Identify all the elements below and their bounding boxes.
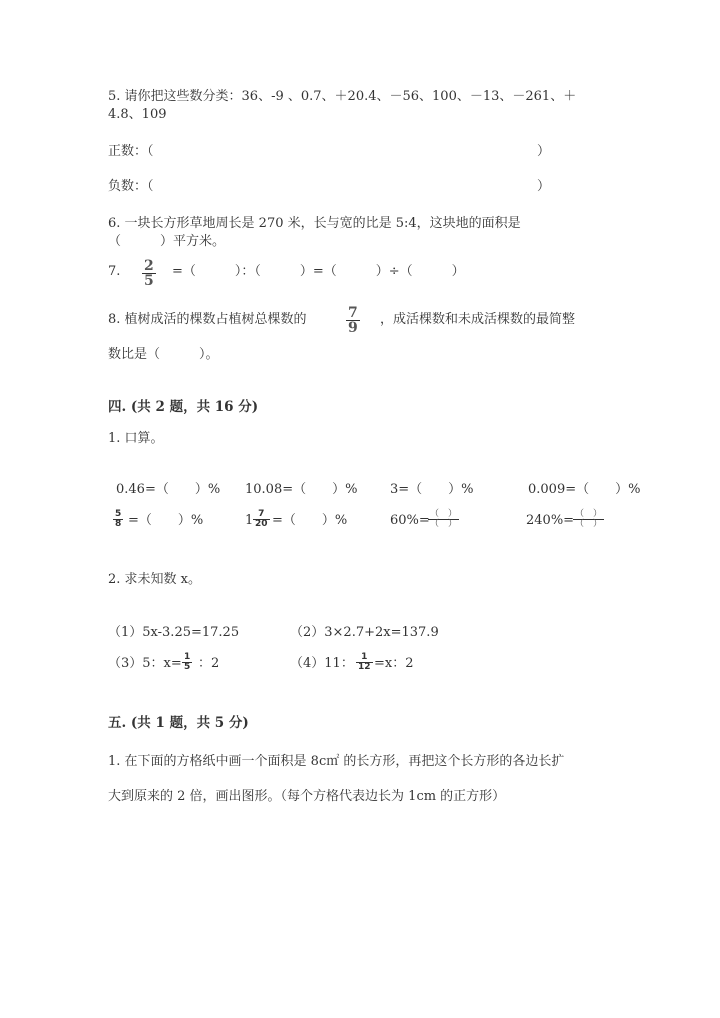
sec5-line2: 大到原来的 2 倍，画出图形。（每个方格代表边长为 1cm 的正方形） — [108, 789, 506, 804]
negative-label: 负数：（ — [108, 179, 154, 194]
q8-text-after: ，成活棵数和未成活棵数的最简整 — [380, 312, 576, 327]
denominator: 12 — [358, 662, 371, 672]
calc-item: 10.08=（ ）% — [245, 482, 358, 497]
numerator: （ ） — [430, 509, 458, 519]
q7-equation: =（ ）：（ ）=（ ）÷（ ） — [172, 264, 465, 279]
calc-item: 3=（ ）% — [390, 482, 474, 497]
fraction — [113, 510, 123, 529]
equation: （1）5x-3.25=17.25 — [108, 625, 240, 640]
sec5-line1: 1. 在下面的方格纸中画一个面积是 8c㎡ 的长方形，再把这个长方形的各边长扩 — [108, 754, 565, 769]
fraction-blank — [573, 510, 604, 529]
fraction — [356, 653, 373, 672]
fraction — [182, 653, 192, 672]
equation: （3）5：x= — [108, 656, 182, 671]
numerator: 7 — [258, 509, 265, 519]
q6-line2: （ ）平方米。 — [108, 234, 226, 249]
numerator: （ ） — [575, 509, 603, 519]
q7-fraction — [142, 259, 156, 288]
solve-x-title: 2. 求未知数 x。 — [108, 572, 201, 587]
q8-text: 8. 植树成活的棵数占植树总棵数的 — [108, 312, 307, 327]
numerator: 5 — [115, 509, 122, 519]
numerator: 2 — [144, 258, 154, 274]
section5-title: 五. (共 1 题，共 5 分) — [108, 715, 249, 731]
q8-fraction — [346, 306, 360, 335]
positive-label: 正数：（ — [108, 144, 154, 159]
denominator: 5 — [144, 273, 154, 289]
equation-end: ：2 — [198, 656, 220, 671]
numerator: 1 — [184, 652, 191, 662]
calc-item: =（ ）% — [128, 513, 204, 528]
oral-calc-title: 1. 口算。 — [108, 431, 164, 446]
calc-item: 0.46=（ ）% — [116, 482, 221, 497]
section4-title: 四. (共 2 题，共 16 分) — [108, 399, 259, 415]
numerator: 1 — [361, 652, 368, 662]
denominator: 5 — [184, 662, 191, 672]
denominator: 8 — [115, 519, 122, 529]
q6-line1: 6. 一块长方形草地周长是 270 米，长与宽的比是 5:4，这块地的面积是 — [108, 216, 521, 231]
calc-item: 240%= — [526, 513, 575, 528]
q5-line1: 5. 请你把这些数分类：36、-9 、0.7、＋20.4、－56、100、－13、－261、＋ — [108, 89, 577, 104]
denominator: 20 — [255, 519, 268, 529]
positive-close: ） — [537, 144, 551, 159]
calc-item: 60%= — [390, 513, 430, 528]
equation-end: =x：2 — [374, 656, 414, 671]
denominator: （ ） — [575, 519, 603, 529]
q5-line2: 4.8、109 — [108, 107, 167, 122]
calc-item: =（ ）% — [272, 513, 348, 528]
whole-part: 1 — [245, 513, 254, 528]
negative-close: ） — [537, 179, 551, 194]
fraction-blank — [428, 510, 459, 529]
denominator: （ ） — [430, 519, 458, 529]
equation: （2）3×2.7+2x=137.9 — [290, 625, 439, 640]
fraction — [253, 510, 270, 529]
equation: （4）11： — [290, 656, 354, 671]
numerator: 7 — [348, 305, 358, 321]
calc-item: 0.009=（ ）% — [528, 482, 641, 497]
q8-line2: 数比是（ ）。 — [108, 347, 219, 362]
denominator: 9 — [348, 320, 358, 336]
q7-number: 7. — [108, 264, 121, 279]
